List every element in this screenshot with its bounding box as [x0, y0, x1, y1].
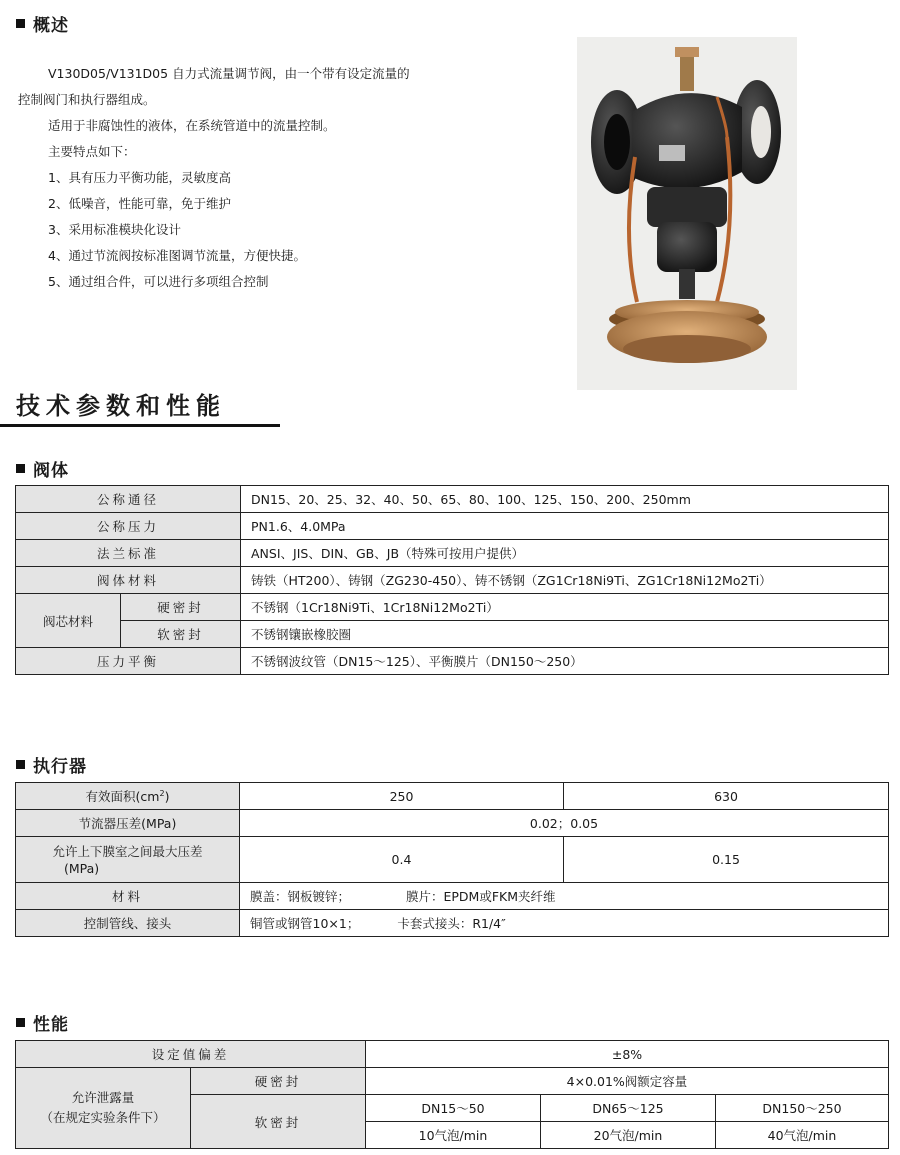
hard-seal-value: 4×0.01%阀额定容量: [366, 1068, 889, 1095]
core-material-label: 阀芯材料: [16, 594, 121, 648]
table-row: [16, 648, 889, 675]
effective-area-label: 有效面积$(cm^2)$: [16, 783, 240, 810]
feature-item: 1、具有压力平衡功能，灵敏度高: [48, 170, 231, 185]
soft-seal-bubbles: 10气泡/min: [366, 1122, 541, 1149]
main-title: 技术参数和性能: [16, 392, 226, 420]
table-row: [16, 910, 889, 937]
actuator-heading: 执行器: [16, 752, 87, 777]
material-value: 膜盖：钢板镀锌； 膜片：EPDM或FKM夹纤维: [240, 883, 889, 910]
soft-seal-bubbles: 20气泡/min: [541, 1122, 716, 1149]
control-pipe-value: 铜管或钢管10×1； 卡套式接头：R1/4″: [240, 910, 889, 937]
effective-area-value: 630: [564, 783, 889, 810]
feature-item: 4、通过节流阀按标准图调节流量，方便快捷。: [48, 248, 306, 263]
feature-item: 3、采用标准模块化设计: [48, 222, 181, 237]
max-diff-value: 0.4: [240, 837, 564, 883]
hard-seal-label: 硬密封: [191, 1068, 366, 1095]
square-bullet-icon: [16, 1018, 25, 1027]
square-bullet-icon: [16, 760, 25, 769]
row-value: 铸铁（HT200）、铸钢（ZG230-450）、铸不锈钢（ZG1Cr18Ni9Ti、ZG1Cr18Ni12Mo2Ti）: [241, 567, 889, 594]
throttle-diff-label: 节流器压差(MPa): [16, 810, 240, 837]
deviation-value: ±8%: [366, 1041, 889, 1068]
valve-body-heading: 阀体: [16, 456, 69, 481]
row-label: 法兰标准: [16, 540, 241, 567]
valve-body-table: [15, 485, 889, 675]
table-row: [16, 486, 889, 513]
deviation-label: 设定值偏差: [16, 1041, 366, 1068]
row-value: DN15、20、25、32、40、50、65、80、100、125、150、200、250mm: [241, 486, 889, 513]
performance-heading: 性能: [16, 1010, 69, 1035]
row-label: 公称通径: [16, 486, 241, 513]
row-value: 不锈钢波纹管（DN15～125）、平衡膜片（DN150～250）: [241, 648, 889, 675]
soft-seal-size: DN150～250: [716, 1095, 889, 1122]
feature-item: 2、低噪音，性能可靠，免于维护: [48, 196, 231, 211]
hard-seal-label: 硬密封: [121, 594, 241, 621]
actuator-table: [15, 782, 889, 937]
table-row: [16, 540, 889, 567]
table-row: [16, 783, 889, 810]
soft-seal-bubbles: 40气泡/min: [716, 1122, 889, 1149]
table-row: [16, 567, 889, 594]
max-diff-value: 0.15: [564, 837, 889, 883]
soft-seal-label: 软密封: [191, 1095, 366, 1149]
leakage-label: 允许泄露量 （在规定实验条件下）: [16, 1068, 191, 1149]
row-label: 压力平衡: [16, 648, 241, 675]
table-row: [16, 513, 889, 540]
table-row: [16, 810, 889, 837]
intro-text-line-2: 控制阀门和执行器组成。: [18, 92, 156, 107]
control-pipe-label: 控制管线、接头: [16, 910, 240, 937]
table-row: [16, 837, 889, 883]
valve-product-photo: [577, 37, 797, 390]
square-bullet-icon: [16, 464, 25, 473]
usage-text: 适用于非腐蚀性的液体，在系统管道中的流量控制。: [48, 118, 336, 133]
feature-item: 5、通过组合件，可以进行多项组合控制: [48, 274, 269, 289]
soft-seal-value: 不锈钢镶嵌橡胶圈: [241, 621, 889, 648]
table-row: [16, 621, 889, 648]
table-row: [16, 1068, 889, 1095]
table-row: [16, 1041, 889, 1068]
row-label: 公称压力: [16, 513, 241, 540]
title-underline: [0, 424, 280, 427]
table-row: [16, 594, 889, 621]
soft-seal-label: 软密封: [121, 621, 241, 648]
performance-table: [15, 1040, 889, 1149]
soft-seal-size: DN65～125: [541, 1095, 716, 1122]
throttle-diff-value: 0.02；0.05: [240, 810, 889, 837]
row-value: ANSI、JIS、DIN、GB、JB（特殊可按用户提供）: [241, 540, 889, 567]
effective-area-value: 250: [240, 783, 564, 810]
table-row: [16, 883, 889, 910]
features-title: 主要特点如下：: [48, 144, 136, 159]
hard-seal-value: 不锈钢（1Cr18Ni9Ti、1Cr18Ni12Mo2Ti）: [241, 594, 889, 621]
soft-seal-size: DN15～50: [366, 1095, 541, 1122]
max-diff-label: 允许上下膜室之间最大压差 (MPa): [16, 837, 240, 883]
overview-heading: 概述: [16, 11, 69, 36]
intro-text-line-1: V130D05/V131D05 自力式流量调节阀，由一个带有设定流量的: [48, 66, 410, 81]
square-bullet-icon: [16, 19, 25, 28]
material-label: 材料: [16, 883, 240, 910]
row-label: 阀体材料: [16, 567, 241, 594]
row-value: PN1.6、4.0MPa: [241, 513, 889, 540]
